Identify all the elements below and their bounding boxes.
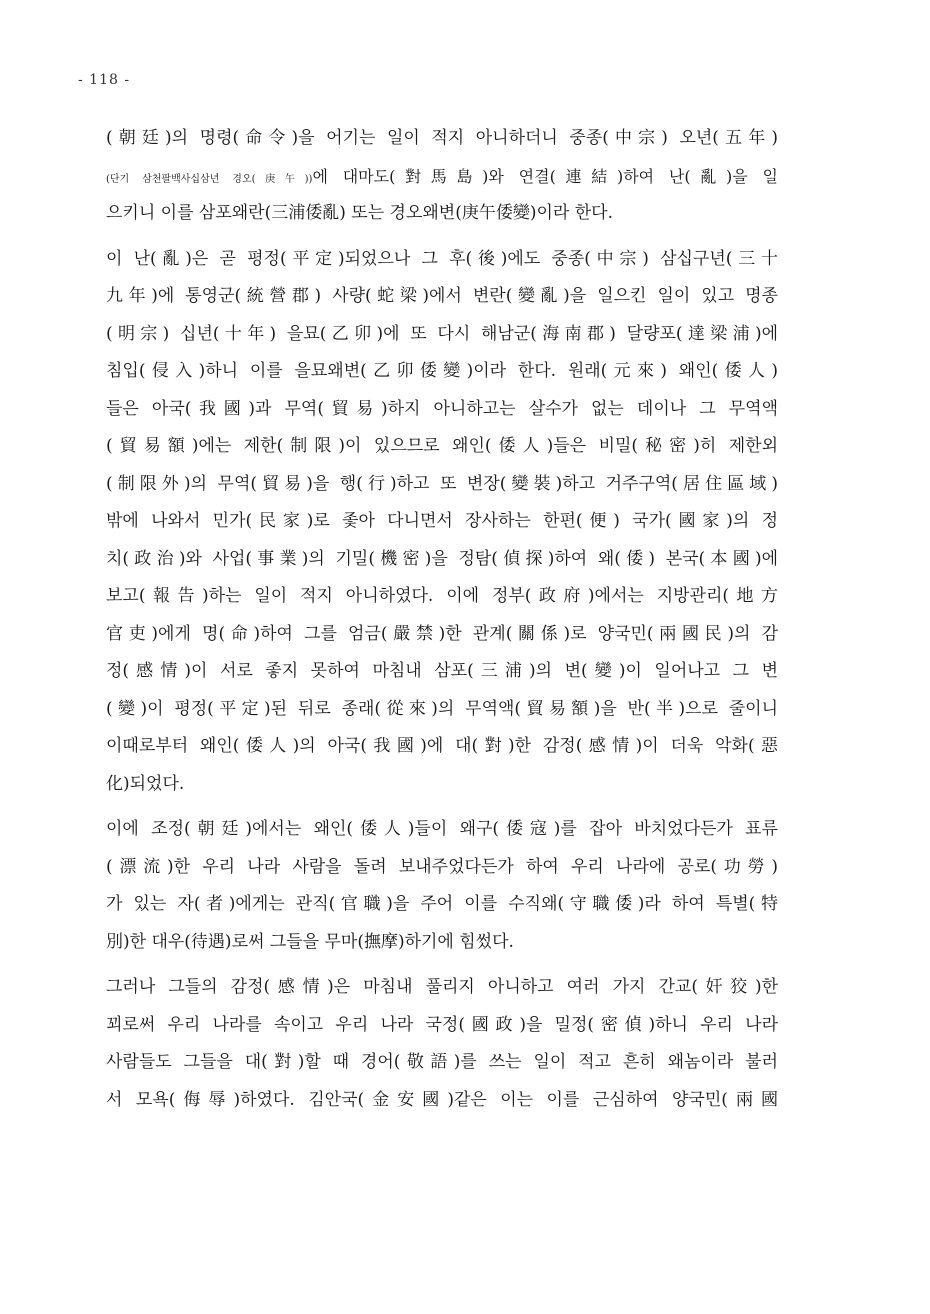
paragraph [106,120,778,233]
text-line: 가 있는 자(者)에게는 관직(官職)을 주어 이를 수직왜(守職倭)라 하여 특별(特 [106,894,778,914]
text-line: 이때로부터 왜인(倭人)의 아국(我國)에 대(對)한 감정(感情)이 더욱 악화(惡 [106,736,778,756]
text-line: 침입(侵入)하니 이를 을묘왜변(乙卯倭變)이라 한다. 원래(元來) 왜인(倭人) [106,361,778,381]
text-line-with-note [106,158,778,196]
text-line: 정(感情)이 서로 좋지 못하여 마침내 삼포(三浦)의 변(變)이 일어나고 그 변 [106,661,778,681]
text-line: (變)이 평정(平定)된 뒤로 종래(從來)의 무역액(貿易額)을 반(半)으로 줄이니 [106,698,778,719]
text-line: (朝廷)의 명령(命令)을 어기는 일이 적지 아니하더니 중종(中宗) 오년(五年) [106,128,778,148]
text-line: 化)되었다. [106,773,185,794]
paragraph [106,969,778,1119]
body-text [106,120,778,1119]
text-line: 보고(報告)하는 일이 적지 아니하였다. 이에 정부(政府)에서는 지방관리(地方 [106,586,778,606]
page-number: - 118 - [78,72,131,88]
text-line: (漂流)한 우리 나라 사람을 돌려 보내주었다든가 하여 우리 나라에 공로(功勞) [106,856,778,877]
paragraph [106,241,778,804]
text-line: 치(政治)와 사업(事業)의 기밀(機密)을 정탐(偵探)하여 왜(倭) 본국(本國)에 [106,548,778,569]
text-line: 이에 조정(朝廷)에서는 왜인(倭人)들이 왜구(倭寇)를 잡아 바치었다든가 표류 [106,819,778,839]
text-line: 으키니 이를 삼포왜란(三浦倭亂) 또는 경오왜변(庚午倭變)이라 한다. [106,203,613,223]
text-line: 서 모욕(侮辱)하였다. 김안국(金安國)같은 이는 이를 근심하여 양국민(兩國 [106,1089,778,1110]
text-line: (貿易額)에는 제한(制限)이 있으므로 왜인(倭人)들은 비밀(秘密)히 제한외 [106,436,778,456]
text-line: 사람들도 그들을 대(對)할 때 경어(敬語)를 쓰는 일이 적고 흔히 왜놈이라 불러 [106,1052,778,1072]
text-line: 들은 아국(我國)과 무역(貿易)하지 아니하고는 살수가 없는 데이나 그 무역액 [106,398,778,419]
inline-note: (단기 삼천팔백사십삼년 경오(庚午)) [106,173,313,185]
text-line: 官吏)에게 명(命)하여 그를 엄금(嚴禁)한 관계(關係)로 양국민(兩國民)의 감 [106,623,778,644]
text-line: 밖에 나와서 민가(民家)로 좇아 다니면서 장사하는 한편(便) 국가(國家)의 정 [106,511,778,531]
text-line: (制限外)의 무역(貿易)을 행(行)하고 또 변장(變裝)하고 거주구역(居住區域) [106,473,778,494]
text-line: 別)한 대우(待遇)로써 그들을 무마(撫摩)하기에 힘썼다. [106,931,514,952]
text-line: 꾀로써 우리 나라를 속이고 우리 나라 국정(國政)을 밀정(密偵)하니 우리 나라 [106,1014,778,1035]
text-line: (明宗) 십년(十年) 을묘(乙卯)에 또 다시 해남군(海南郡) 달량포(達梁浦)에 [106,323,778,344]
text-fragment: 에 대마도(對馬島)와 연결(連結)하여 난(亂)을 일 [312,166,778,186]
text-line: 그러나 그들의 감정(感情)은 마침내 풀리지 아니하고 여러 가지 간교(奸狡)한 [106,977,778,997]
paragraph [106,811,778,961]
text-line: 九年)에 통영군(統營郡) 사량(蛇梁)에서 변란(變亂)을 일으킨 일이 있고 명종 [106,286,778,306]
text-line: 이 난(亂)은 곧 평정(平定)되었으나 그 후(後)에도 중종(中宗) 삼십구년(三十 [106,248,778,269]
